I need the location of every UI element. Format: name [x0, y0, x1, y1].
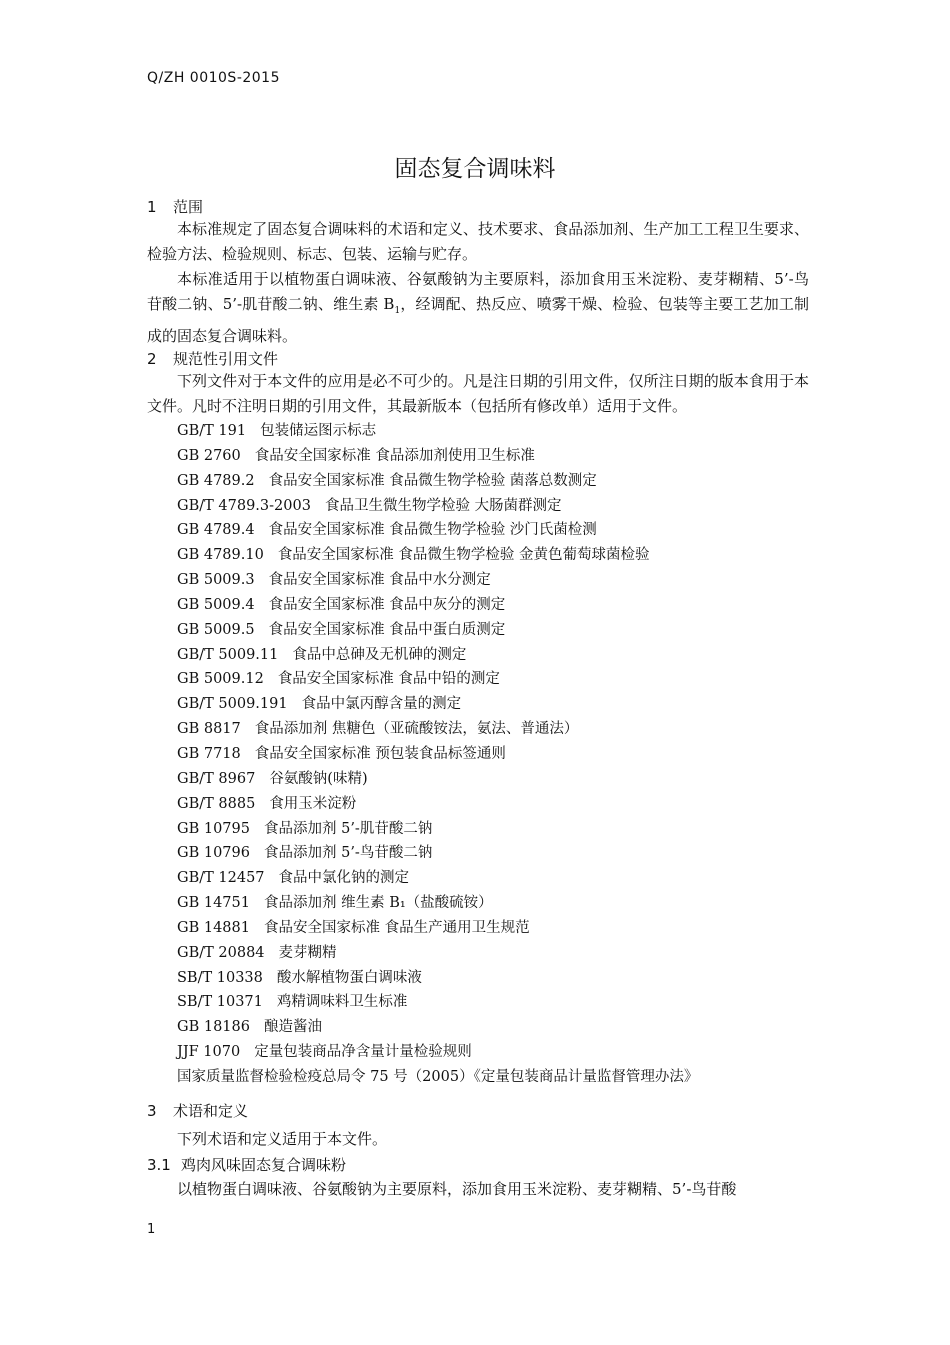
section-number: 2	[147, 350, 157, 368]
reference-name: 食品安全国家标准 预包装食品标签通则	[254, 745, 506, 762]
reference-code: GB 10795	[177, 820, 250, 837]
section-terms-heading	[147, 1100, 248, 1121]
reference-item	[177, 667, 698, 692]
reference-name: 酿造酱油	[263, 1019, 322, 1036]
reference-name: 食品中氯丙醇含量的测定	[301, 696, 462, 713]
reference-item	[177, 941, 698, 966]
reference-code: GB/T 8967	[177, 770, 256, 787]
section-title: 规范性引用文件	[173, 350, 279, 368]
reference-name: 食品添加剂 维生素 B₁（盐酸硫铵）	[263, 895, 493, 912]
section-number: 1	[147, 198, 157, 216]
reference-item	[177, 469, 698, 494]
section-scope-heading	[147, 196, 203, 217]
reference-code: GB/T 191	[177, 423, 247, 439]
reference-decree: 国家质量监督检验检疫总局令 75 号（2005）《定量包装商品计量监督管理办法》	[177, 1068, 699, 1085]
scope-paragraph-2-tail: ，经调配、热反应、喷雾干燥、检验、包装等主要工艺加工制成的固态复合调味料。	[147, 295, 809, 345]
reference-name: 食品中氯化钠的测定	[278, 870, 410, 887]
reference-name: 食品安全国家标准 食品中灰分的测定	[268, 596, 506, 613]
section-title: 范围	[173, 198, 204, 216]
scope-paragraph-2	[147, 267, 809, 349]
reference-code: GB 5009.5	[177, 621, 255, 638]
reference-item	[177, 891, 698, 916]
reference-item	[177, 618, 698, 643]
subsection-title: 鸡肉风味固态复合调味粉	[181, 1156, 347, 1174]
reference-item	[177, 866, 698, 891]
reference-item	[177, 792, 698, 817]
reference-name: 麦芽糊精	[278, 944, 337, 961]
scope-paragraph-1: 本标准规定了固态复合调味料的术语和定义、技术要求、食品添加剂、生产加工工程卫生要求、检验方法、检验规则、标志、包装、运输与贮存。	[147, 220, 809, 263]
reference-item	[177, 742, 698, 767]
reference-code: GB 5009.4	[177, 596, 255, 613]
reference-code: GB 2760	[177, 447, 241, 464]
reference-name: 食品安全国家标准 食品中铅的测定	[277, 671, 500, 688]
reference-code: GB/T 8885	[177, 795, 256, 812]
reference-code: GB 4789.2	[177, 472, 255, 489]
reference-name: 食品安全国家标准 食品微生物学检验 菌落总数测定	[268, 472, 597, 489]
reference-item	[177, 444, 698, 469]
reference-code: GB 7718	[177, 745, 241, 762]
reference-name: 定量包装商品净含量计量检验规则	[254, 1044, 472, 1061]
reference-code: GB 14881	[177, 919, 250, 936]
vitamin-subscript: 1	[394, 306, 401, 316]
scope-paragraph-2-text: 本标准适用于以植物蛋白调味液、谷氨酸钠为主要原料，添加食用玉米淀粉、麦芽糊精、5’-鸟苷酸二钠、5’-肌苷酸二钠、维生素 B	[147, 270, 809, 313]
reference-item	[177, 841, 698, 866]
section-title: 术语和定义	[173, 1102, 249, 1120]
reference-code: GB/T 20884	[177, 944, 265, 961]
reference-item	[177, 990, 698, 1015]
reference-code: GB/T 5009.11	[177, 646, 279, 663]
reference-name: 食品添加剂 5’-肌苷酸二钠	[263, 820, 433, 837]
reference-code: GB 14751	[177, 895, 250, 912]
reference-name: 食品安全国家标准 食品中水分测定	[268, 572, 491, 589]
reference-item	[177, 717, 698, 742]
subsection-paragraph: 以植物蛋白调味液、谷氨酸钠为主要原料，添加食用玉米淀粉、麦芽糊精、5’-鸟苷酸	[177, 1180, 737, 1198]
reference-code: SB/T 10371	[177, 994, 263, 1011]
reference-name: 酸水解植物蛋白调味液	[276, 969, 422, 986]
reference-item	[177, 518, 698, 543]
reference-item	[177, 1040, 698, 1065]
reference-name: 谷氨酸钠(味精)	[269, 770, 368, 787]
document-code: Q/ZH 0010S-2015	[147, 70, 281, 86]
reference-name: 食品添加剂 焦糖色（亚硫酸铵法，氨法、普通法）	[254, 721, 579, 738]
reference-item	[177, 494, 698, 519]
subsection-heading	[147, 1154, 346, 1175]
section-number: 3	[147, 1102, 157, 1120]
reference-code: GB/T 12457	[177, 870, 265, 887]
reference-code: GB 8817	[177, 721, 241, 738]
reference-item	[177, 543, 698, 568]
reference-name: 食品安全国家标准 食品生产通用卫生规范	[263, 919, 530, 936]
reference-name: 鸡精调味料卫生标准	[276, 994, 408, 1011]
reference-name: 食品添加剂 5’-鸟苷酸二钠	[263, 845, 433, 862]
reference-code: SB/T 10338	[177, 969, 263, 986]
reference-item	[177, 767, 698, 792]
reference-item	[177, 817, 698, 842]
reference-name: 食品中总砷及无机砷的测定	[292, 646, 467, 663]
reference-code: GB/T 4789.3-2003	[177, 497, 311, 514]
reference-name: 食用玉米淀粉	[269, 795, 357, 812]
terms-intro: 下列术语和定义适用于本文件。	[177, 1130, 388, 1148]
reference-item	[177, 419, 698, 444]
reference-code: GB/T 5009.191	[177, 696, 288, 713]
reference-item	[177, 643, 698, 668]
reference-item	[177, 568, 698, 593]
reference-code: GB 4789.4	[177, 522, 255, 539]
reference-item	[177, 1015, 698, 1040]
reference-name: 食品安全国家标准 食品微生物学检验 金黄色葡萄球菌检验	[277, 547, 650, 564]
reference-list	[177, 419, 698, 1090]
reference-item	[177, 593, 698, 618]
reference-item	[177, 916, 698, 941]
reference-code: GB 18186	[177, 1019, 250, 1036]
reference-code: GB 5009.12	[177, 671, 264, 688]
subsection-number: 3.1	[147, 1156, 171, 1174]
reference-code: GB 5009.3	[177, 572, 255, 589]
reference-code: JJF 1070	[177, 1044, 241, 1061]
reference-code: GB 10796	[177, 845, 250, 862]
document-title: 固态复合调味料	[394, 156, 556, 182]
reference-name: 食品安全国家标准 食品中蛋白质测定	[268, 621, 506, 638]
reference-item	[177, 966, 698, 991]
reference-name: 食品安全国家标准 食品添加剂使用卫生标准	[254, 447, 535, 464]
reference-name: 食品卫生微生物学检验 大肠菌群测定	[324, 497, 562, 514]
page-number: 1	[147, 1222, 156, 1237]
reference-name: 食品安全国家标准 食品微生物学检验 沙门氏菌检测	[268, 522, 597, 539]
reference-item	[177, 692, 698, 717]
refs-intro-paragraph: 下列文件对于本文件的应用是必不可少的。凡是注日期的引用文件，仅所注日期的版本食用于本文件。凡时不注明日期的引用文件，其最新版本（包括所有修改单）适用于文件。	[147, 372, 809, 415]
reference-name: 包装储运图示标志	[260, 423, 377, 439]
section-refs-heading	[147, 348, 278, 369]
reference-code: GB 4789.10	[177, 547, 264, 564]
